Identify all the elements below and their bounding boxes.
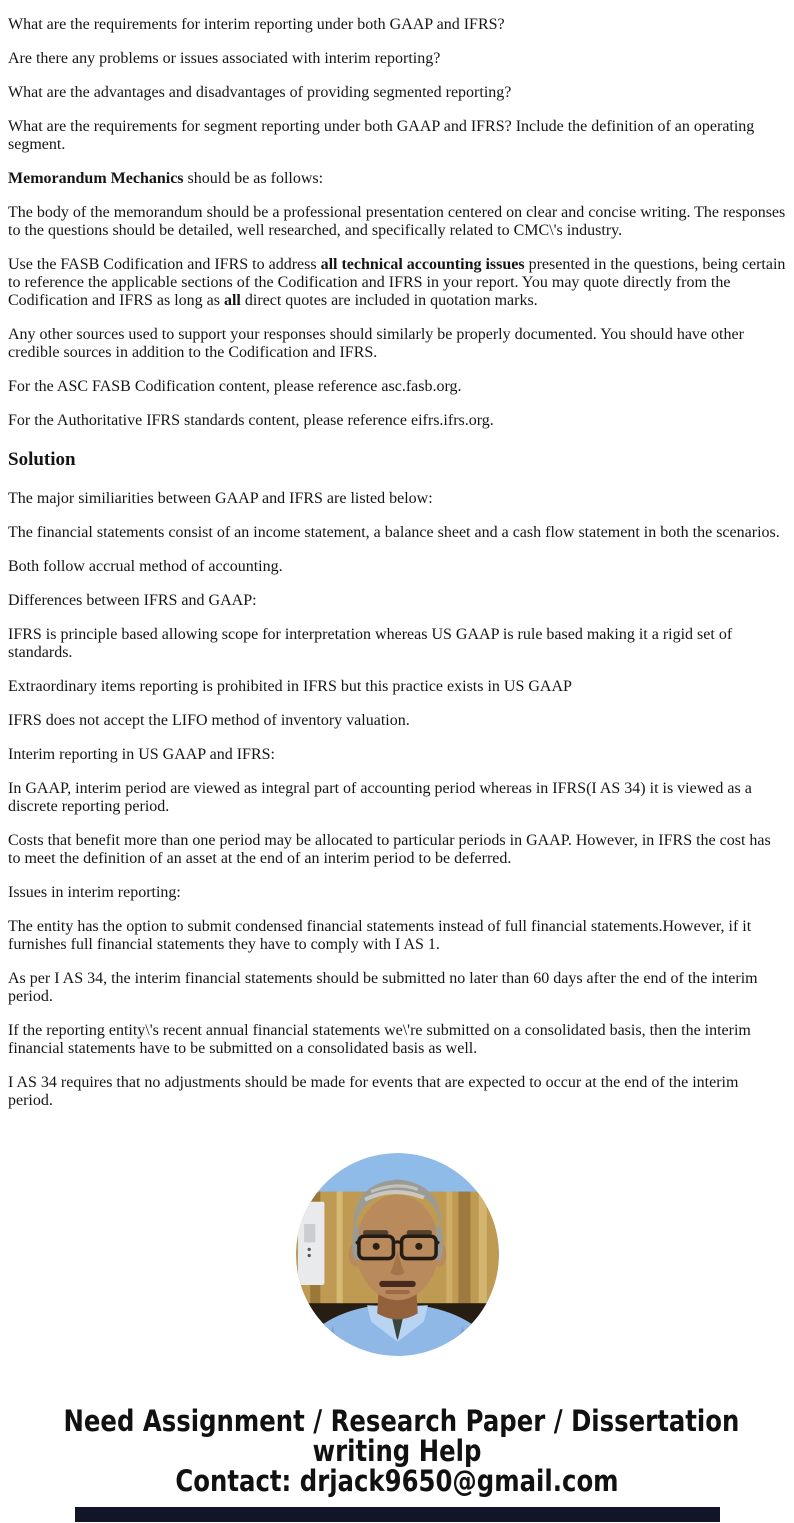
paragraph: IFRS is principle based allowing scope for interpretation whereas US GAAP is rule based making it a rigid set of standards. — [8, 626, 733, 661]
paragraph: IFRS does not accept the LIFO method of inventory valuation. — [8, 712, 410, 729]
paragraph: The entity has the option to submit condensed financial statements instead of full financial statements.However, if it furnishes full financial statements they have to comply with I AS 1. — [8, 918, 752, 953]
paragraph: Costs that benefit more than one period may be allocated to particular periods in GAAP. However, in IFRS the cost has to meet the definition of an asset at the end of an interim period to be deferred. — [8, 832, 771, 867]
paragraph: Extraordinary items reporting is prohibited in IFRS but this practice exists in US GAAP — [8, 678, 572, 695]
paragraph: Interim reporting in US GAAP and IFRS: — [8, 746, 275, 763]
presenter-photo-graphic — [296, 1153, 499, 1356]
paragraph: For the Authoritative IFRS standards content, please reference eifrs.ifrs.org. — [8, 412, 494, 429]
paragraph: I AS 34 requires that no adjustments should be made for events that are expected to occur at the end of the interim period. — [8, 1074, 739, 1109]
paragraph: Differences between IFRS and GAAP: — [8, 592, 257, 609]
paragraph: The body of the memorandum should be a professional presentation centered on clear and concise writing. The responses to the questions should be detailed, well researched, and specifically related to CMC\'s industry. — [8, 204, 786, 239]
promo-contact-email: Contact: drjack9650@gmail.com — [175, 1464, 619, 1498]
section-heading: Solution — [8, 449, 76, 470]
paragraph: Both follow accrual method of accounting. — [8, 558, 283, 575]
presenter-photo — [296, 1153, 499, 1356]
paragraph: Memorandum Mechanics should be as follows: — [8, 170, 324, 187]
paragraph: Are there any problems or issues associated with interim reporting? — [8, 50, 441, 67]
paragraph: What are the requirements for interim reporting under both GAAP and IFRS? — [8, 16, 505, 33]
promo-line-1: Need Assignment / Research Paper / Dissertation — [63, 1404, 740, 1438]
paragraph: Any other sources used to support your responses should similarly be properly documented. You should have other credible sources in addition to the Codification and IFRS. — [8, 326, 744, 361]
paragraph: If the reporting entity\'s recent annual financial statements we\'re submitted on a consolidated basis, then the interim financial statements have to be submitted on a consolidated basis as well. — [8, 1022, 751, 1057]
paragraph: The major similiarities between GAAP and IFRS are listed below: — [8, 490, 433, 507]
paragraph: Issues in interim reporting: — [8, 884, 181, 901]
paragraph: What are the advantages and disadvantages of providing segmented reporting? — [8, 84, 512, 101]
promo-footer — [63, 1404, 740, 1498]
paragraph: What are the requirements for segment reporting under both GAAP and IFRS? Include the definition of an operating segment. — [8, 118, 755, 153]
promo-line-2: writing Help — [312, 1434, 482, 1468]
solution-document — [0, 16, 794, 1110]
paragraph: Use the FASB Codification and IFRS to address all technical accounting issues presented in the questions, being certain to reference the applicable sections of the Codification and IFRS in your report. You may quote directly from the Codification and IFRS as long as all direct quotes are included in quotation marks. — [8, 256, 786, 309]
paragraph: As per I AS 34, the interim financial statements should be submitted no later than 60 days after the end of the interim period. — [8, 970, 758, 1005]
video-progress-bar[interactable] — [75, 1507, 720, 1522]
paragraph: In GAAP, interim period are viewed as integral part of accounting period whereas in IFRS(I AS 34) it is viewed as a discrete reporting period. — [8, 780, 752, 815]
paragraph: For the ASC FASB Codification content, please reference asc.fasb.org. — [8, 378, 462, 395]
paragraph: The financial statements consist of an income statement, a balance sheet and a cash flow statement in both the scenarios. — [8, 524, 780, 541]
